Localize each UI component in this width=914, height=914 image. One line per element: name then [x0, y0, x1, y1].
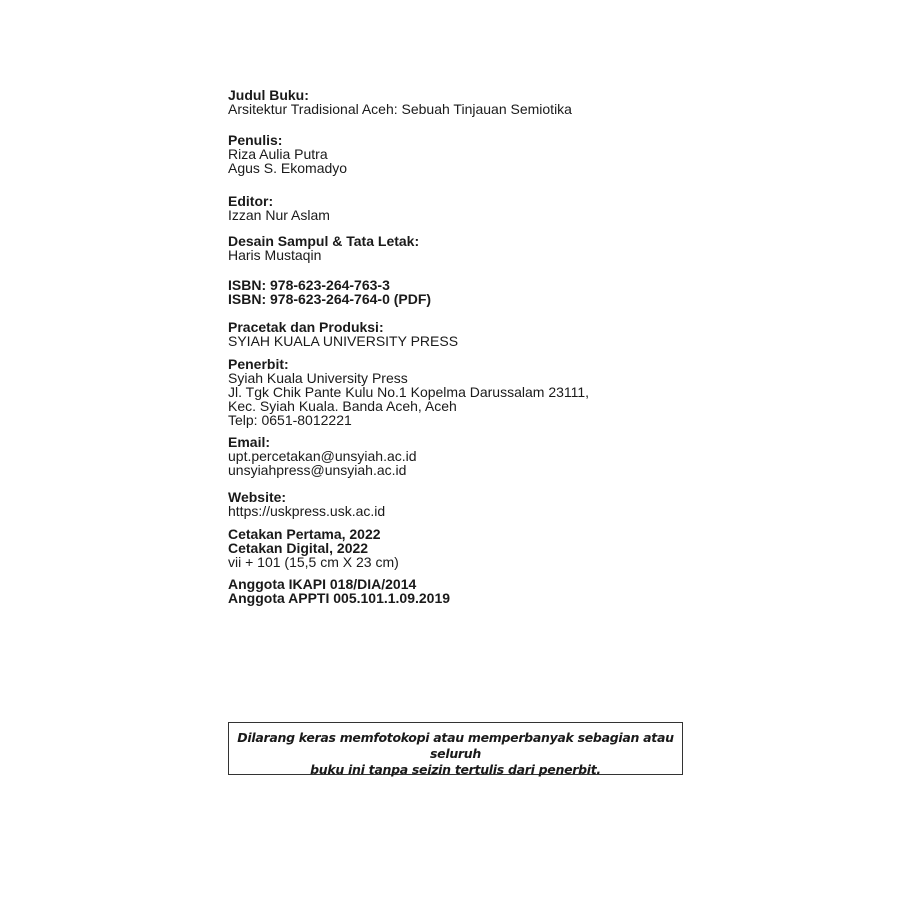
publisher-label: Penerbit: — [228, 356, 289, 372]
design-label: Desain Sampul & Tata Letak: — [228, 233, 420, 249]
isbn-pdf: ISBN: 978-623-264-764-0 (PDF) — [228, 291, 432, 307]
editor-name: Izzan Nur Aslam — [228, 207, 330, 223]
email-label: Email: — [228, 434, 271, 450]
book-title-label: Judul Buku: — [228, 87, 309, 103]
design-section — [228, 234, 419, 262]
edition-section — [228, 527, 399, 569]
digital-edition: Cetakan Digital, 2022 — [228, 540, 369, 556]
author-name: Riza Aulia Putra — [228, 146, 328, 162]
publisher-name: Syiah Kuala University Press — [228, 370, 408, 386]
website-label: Website: — [228, 489, 287, 505]
publisher-address: Kec. Syiah Kuala. Banda Aceh, Aceh — [228, 398, 457, 414]
authors-label: Penulis: — [228, 132, 283, 148]
copyright-notice-box — [228, 722, 683, 775]
appti-membership: Anggota APPTI 005.101.1.09.2019 — [228, 590, 451, 606]
editor-label: Editor: — [228, 193, 274, 209]
copyright-notice-line: Dilarang keras memfotokopi atau memperbanyak sebagian atau seluruh — [237, 730, 674, 761]
book-title-section — [228, 88, 572, 116]
author-name: Agus S. Ekomadyo — [228, 160, 348, 176]
page-count: vii + 101 (15,5 cm X 23 cm) — [228, 554, 399, 570]
ikapi-membership: Anggota IKAPI 018/DIA/2014 — [228, 576, 417, 592]
isbn-print: ISBN: 978-623-264-763-3 — [228, 277, 390, 293]
website-section — [228, 490, 385, 518]
website-url: https://uskpress.usk.ac.id — [228, 503, 386, 519]
email-address: unsyiahpress@unsyiah.ac.id — [228, 462, 407, 478]
membership-section — [228, 577, 450, 605]
email-address: upt.percetakan@unsyiah.ac.id — [228, 448, 417, 464]
publisher-phone: Telp: 0651-8012221 — [228, 412, 352, 428]
book-title-value: Arsitektur Tradisional Aceh: Sebuah Tinjauan Semiotika — [228, 101, 572, 117]
production-label: Pracetak dan Produksi: — [228, 319, 384, 335]
designer-name: Haris Mustaqin — [228, 247, 322, 263]
production-section — [228, 320, 458, 348]
authors-section — [228, 133, 347, 175]
email-section — [228, 435, 417, 477]
publisher-address: Jl. Tgk Chik Pante Kulu No.1 Kopelma Darussalam 23111, — [228, 384, 590, 400]
publisher-section — [228, 357, 589, 427]
copyright-notice-line: buku ini tanpa seizin tertulis dari penerbit. — [310, 762, 601, 777]
editor-section — [228, 194, 330, 222]
production-value: SYIAH KUALA UNIVERSITY PRESS — [228, 333, 459, 349]
isbn-section — [228, 278, 431, 306]
first-edition: Cetakan Pertama, 2022 — [228, 526, 381, 542]
